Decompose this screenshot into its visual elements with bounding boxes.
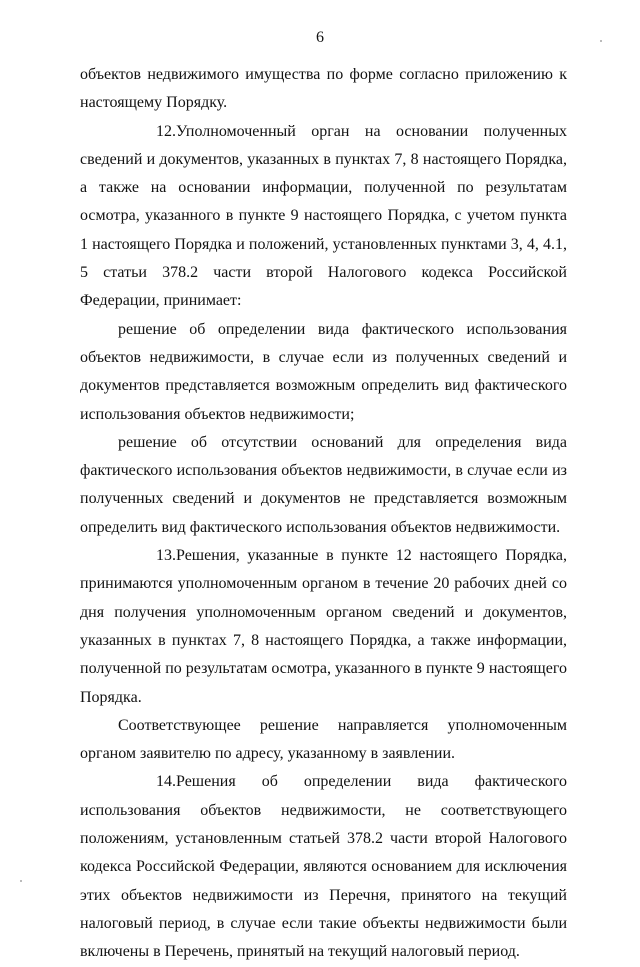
item-number: 14. xyxy=(156,773,176,791)
paragraph-text: Решения, указанные в пункте 12 настоящего Порядка, принимаются уполномоченным органом в течение 20 рабочих дней со дня получения уполномоченным органом сведений и документов, указанных в пунктах 7, 8 настоящего Порядка, а также информации, полученной по результатам осмотра, указанного в пункте 9 настоящего Порядка. xyxy=(80,547,567,706)
scan-speck xyxy=(20,880,22,882)
paragraph-item-12 xyxy=(80,118,567,316)
paragraph-text: Уполномоченный орган на основании полученных сведений и документов, указанных в пунктах 7, 8 настоящего Порядка, а также на основании информации, полученной по результатам осмотра, указанного в пункте 9 настоящего Порядка, с учетом пункта 1 настоящего Порядка и положений, установленных пунктами 3, 4, 4.1, 5 статьи 378.2 части второй Налогового кодекса Российской Федерации, принимает: xyxy=(80,122,567,310)
paragraph-text: решение об определении вида фактического использования объектов недвижимости, в случае если из полученных сведений и документов представляется возможным определить вид фактического использования объектов недвижимости; xyxy=(80,320,567,423)
scan-speck xyxy=(600,40,602,42)
paragraph-text: Соответствующее решение направляется уполномоченным органом заявителю по адресу, указанному в заявлении. xyxy=(80,716,567,763)
paragraph-item-14 xyxy=(80,768,567,966)
paragraph-decision-absence xyxy=(80,429,567,542)
paragraph-item-13 xyxy=(80,542,567,712)
paragraph-text: решение об отсутствии оснований для определения вида фактического использования объектов недвижимости, в случае если из полученных сведений и документов не представляется возможным определить вид фактического использования объектов недвижимости. xyxy=(80,433,567,536)
paragraph-continuation xyxy=(80,61,567,118)
paragraph-text: Решения об определении вида фактического использования объектов недвижимости, не соответствующего положениям, установленным статьей 378.2 части второй Налогового кодекса Российской Федерации, являются основанием для исключения этих объектов недвижимости из Перечня, принятого на текущий налоговый период, в случае если такие объекты недвижимости были включены в Перечень, принятый на текущий налоговый период. xyxy=(80,773,567,961)
paragraph-decision-notice xyxy=(80,712,567,769)
item-number: 12. xyxy=(156,122,176,140)
item-number: 13. xyxy=(156,547,176,565)
body-text xyxy=(80,61,567,967)
paragraph-text: объектов недвижимого имущества по форме согласно приложению к настоящему Порядку. xyxy=(80,66,567,112)
page-number: 6 xyxy=(316,29,324,46)
paragraph-decision-determination xyxy=(80,316,567,429)
